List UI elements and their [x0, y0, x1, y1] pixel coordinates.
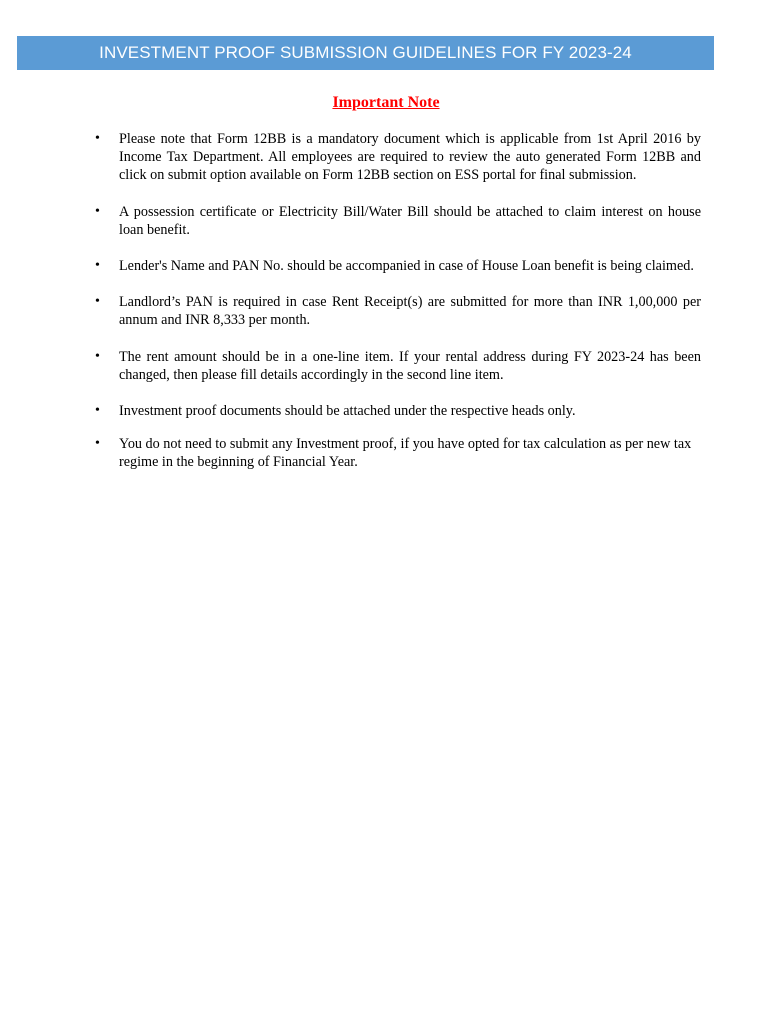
list-item-text: Lender's Name and PAN No. should be accompanied in case of House Loan benefit is being claimed. — [119, 258, 694, 275]
document-title-banner — [17, 36, 714, 70]
list-item-text: Please note that Form 12BB is a mandatory document which is applicable from 1st April 2016 by Income Tax Department. All employees are required to review the auto generated Form 12BB and click on submit option available on Form 12BB section on ESS portal for final submission. — [119, 131, 701, 184]
list-item-text: You do not need to submit any Investment proof, if you have opted for tax calculation as per new tax regime in the beginning of Financial Year. — [119, 436, 692, 471]
list-item — [88, 293, 701, 329]
list-item — [88, 257, 701, 275]
bullet-icon: • — [95, 258, 100, 274]
list-item-text: Investment proof documents should be attached under the respective heads only. — [119, 403, 576, 420]
bullet-icon: • — [95, 436, 100, 452]
list-item — [88, 402, 701, 420]
bullet-icon: • — [95, 203, 100, 219]
list-item — [88, 130, 701, 185]
guidelines-list — [88, 130, 701, 490]
list-item — [88, 203, 701, 239]
bullet-icon: • — [95, 294, 100, 310]
important-note-heading: Important Note — [332, 94, 440, 111]
list-item — [88, 348, 701, 384]
bullet-icon: • — [95, 403, 100, 419]
list-item-text: The rent amount should be in a one-line item. If your rental address during FY 2023-24 has been changed, then please fill details accordingly in the second line item. — [119, 348, 701, 383]
bullet-icon: • — [95, 348, 100, 364]
list-item-text: A possession certificate or Electricity Bill/Water Bill should be attached to claim interest on house loan benefit. — [119, 203, 701, 238]
list-item-text: Landlord’s PAN is required in case Rent Receipt(s) are submitted for more than INR 1,00,000 per annum and INR 8,333 per month. — [119, 294, 701, 329]
document-title: INVESTMENT PROOF SUBMISSION GUIDELINES FOR FY 2023-24 — [99, 43, 632, 62]
list-item — [88, 435, 701, 471]
bullet-icon: • — [95, 131, 100, 146]
